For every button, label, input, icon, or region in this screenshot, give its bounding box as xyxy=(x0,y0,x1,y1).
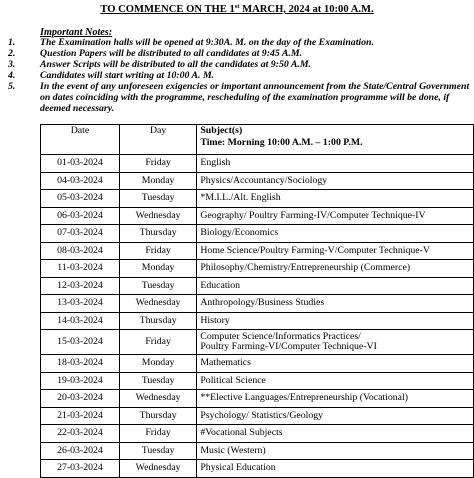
table-row xyxy=(41,355,474,373)
heading-superscript: st xyxy=(234,3,240,10)
header-subject-label: Subject(s) xyxy=(200,125,243,136)
row-subject xyxy=(197,330,474,355)
note-text: Candidates will start writing at 10:00 A. M. xyxy=(40,70,215,81)
row-day: Tuesday xyxy=(119,190,196,208)
row-day: Tuesday xyxy=(119,277,196,295)
table-row xyxy=(41,190,474,208)
row-subject: Physics/Accountancy/Sociology xyxy=(197,172,474,190)
table-row xyxy=(41,407,474,425)
notes-title: Important Notes: xyxy=(40,27,113,38)
table-row xyxy=(41,312,474,330)
table-row xyxy=(41,225,474,243)
row-subject: Biology/Economics xyxy=(197,225,474,243)
table-row xyxy=(41,442,474,460)
note-number: 5. xyxy=(8,81,16,92)
row-day: Monday xyxy=(119,355,196,373)
note-number: 2. xyxy=(8,48,16,59)
row-date: 19-03-2024 xyxy=(41,372,120,390)
note-text: Question Papers will be distributed to all candidates at 9:45 A.M. xyxy=(40,48,302,59)
row-day: Wednesday xyxy=(119,207,196,225)
row-day: Monday xyxy=(119,172,196,190)
row-day: Wednesday xyxy=(119,295,196,313)
heading-text xyxy=(100,4,373,15)
row-date: 06-03-2024 xyxy=(41,207,120,225)
header-day: Day xyxy=(119,125,196,155)
page-heading xyxy=(0,3,474,15)
row-day: Friday xyxy=(119,242,196,260)
header-subject xyxy=(197,125,474,155)
row-subject: Education xyxy=(197,277,474,295)
row-subject-line-2: Poultry Farming-VI/Computer Technique-VI xyxy=(200,341,377,352)
row-subject: Philosophy/Chemistry/Entrepreneurship (Commerce) xyxy=(197,260,474,278)
row-date: 11-03-2024 xyxy=(41,260,120,278)
table-row xyxy=(41,295,474,313)
row-day: Monday xyxy=(119,260,196,278)
row-subject: **Elective Languages/Entrepreneurship (Vocational) xyxy=(197,390,474,408)
table-header-row xyxy=(41,125,474,155)
row-date: 04-03-2024 xyxy=(41,172,120,190)
note-text: In the event of any unforeseen exigencies or important announcement from the State/Central Government on dates coinciding with the programme, rescheduling of the examination programme will be done, if deemed necessary. xyxy=(40,81,470,114)
row-day: Friday xyxy=(119,155,196,173)
row-subject: History xyxy=(197,312,474,330)
table-row xyxy=(41,390,474,408)
table-row xyxy=(41,155,474,173)
row-date: 08-03-2024 xyxy=(41,242,120,260)
row-date: 13-03-2024 xyxy=(41,295,120,313)
note-text: The Examination halls will be opened at 9:30A. M. on the day of the Examination. xyxy=(40,37,374,48)
row-subject: Mathematics xyxy=(197,355,474,373)
row-subject: English xyxy=(197,155,474,173)
row-date: 15-03-2024 xyxy=(41,330,120,355)
row-day: Wednesday xyxy=(119,390,196,408)
row-date: 05-03-2024 xyxy=(41,190,120,208)
row-day: Wednesday xyxy=(119,460,196,478)
row-date: 20-03-2024 xyxy=(41,390,120,408)
row-subject: *M.I.L./Alt. English xyxy=(197,190,474,208)
table-row xyxy=(41,207,474,225)
row-subject: Political Science xyxy=(197,372,474,390)
row-day: Tuesday xyxy=(119,442,196,460)
table-row xyxy=(41,277,474,295)
row-subject: #Vocational Subjects xyxy=(197,425,474,443)
row-subject: Home Science/Poultry Farming-V/Computer Technique-V xyxy=(197,242,474,260)
note-number: 4. xyxy=(8,70,16,81)
row-day: Friday xyxy=(119,425,196,443)
row-day: Thursday xyxy=(119,312,196,330)
row-date: 14-03-2024 xyxy=(41,312,120,330)
row-date: 07-03-2024 xyxy=(41,225,120,243)
table-row xyxy=(41,172,474,190)
row-day: Thursday xyxy=(119,225,196,243)
row-subject: Psychology/ Statistics/Geology xyxy=(197,407,474,425)
note-text: Answer Scripts will be distributed to all the candidates at 9:50 A.M. xyxy=(40,59,311,70)
table-row xyxy=(41,425,474,443)
header-date: Date xyxy=(41,125,120,155)
row-date: 21-03-2024 xyxy=(41,407,120,425)
row-date: 27-03-2024 xyxy=(41,460,120,478)
table-row xyxy=(41,460,474,478)
row-subject: Physical Education xyxy=(197,460,474,478)
row-day: Thursday xyxy=(119,407,196,425)
row-date: 22-03-2024 xyxy=(41,425,120,443)
note-number: 3. xyxy=(8,59,16,70)
table-row xyxy=(41,330,474,355)
row-date: 12-03-2024 xyxy=(41,277,120,295)
note-number: 1. xyxy=(8,37,16,48)
row-subject: Music (Western) xyxy=(197,442,474,460)
row-date: 26-03-2024 xyxy=(41,442,120,460)
row-day: Tuesday xyxy=(119,372,196,390)
row-subject-line-1: Computer Science/Informatics Practices/ xyxy=(200,330,361,342)
heading-prefix: TO COMMENCE ON THE 1 xyxy=(100,4,235,15)
row-date: 01-03-2024 xyxy=(41,155,120,173)
row-subject: Anthropology/Business Studies xyxy=(197,295,474,313)
row-date: 18-03-2024 xyxy=(41,355,120,373)
table-row xyxy=(41,372,474,390)
heading-suffix: MARCH, 2024 at 10:00 A.M. xyxy=(239,4,374,15)
row-day: Friday xyxy=(119,330,196,355)
table-row xyxy=(41,260,474,278)
header-time: Time: Morning 10:00 A.M. – 1:00 P.M. xyxy=(200,136,363,148)
row-subject: Geography/ Poultry Farming-IV/Computer Technique-IV xyxy=(197,207,474,225)
exam-schedule-table xyxy=(40,124,474,478)
table-row xyxy=(41,242,474,260)
